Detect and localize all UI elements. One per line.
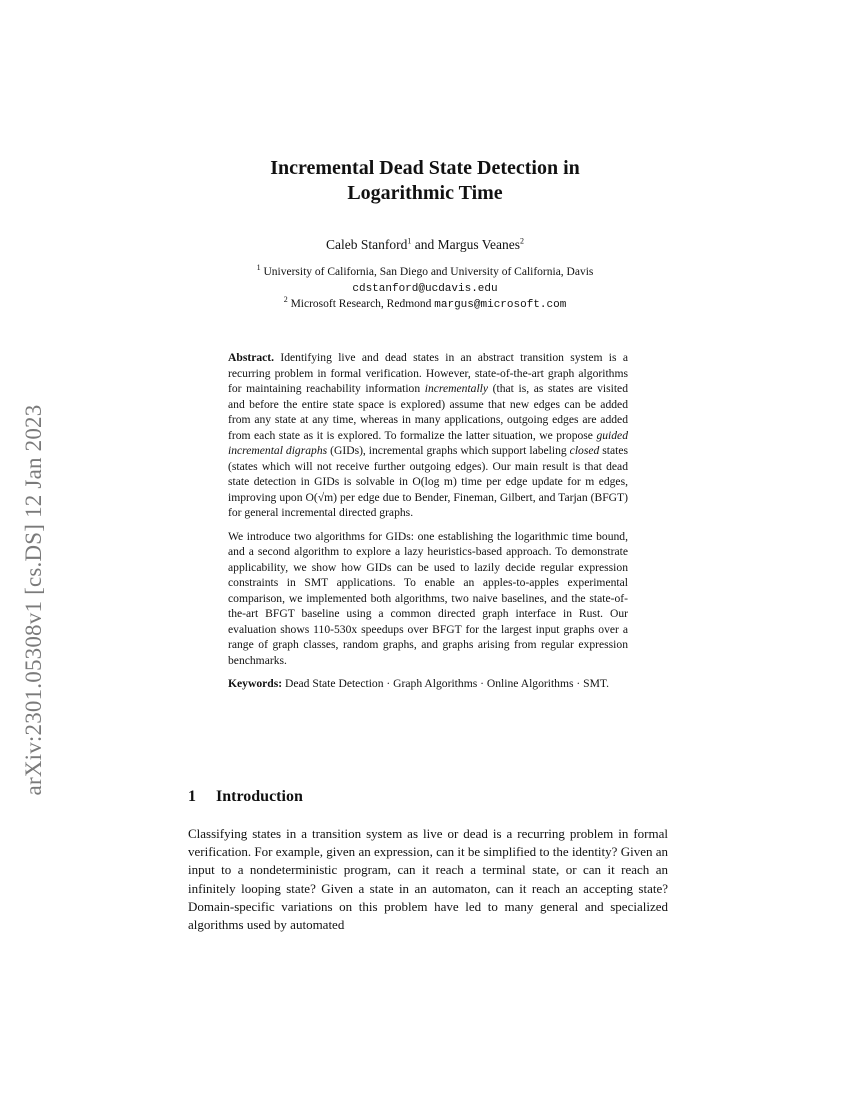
author-name-2: Margus Veanes xyxy=(437,237,520,252)
section-title: Introduction xyxy=(216,788,303,805)
abstract-text-a: Identifying live and dead states in an abstract transition system is a recurring problem in formal verification. However, state-of-the-art graph algorithms for maintaining reachability information xyxy=(228,351,628,395)
affiliation-2 xyxy=(0,296,850,313)
affil-2-email: margus@microsoft.com xyxy=(434,299,567,311)
affiliation-1-email-line xyxy=(0,280,850,297)
abstract-emphasis-3: closed xyxy=(569,444,600,457)
title-line-2: Logarithmic Time xyxy=(347,182,503,204)
author-1-affil-mark: 1 xyxy=(407,236,412,246)
abstract-emphasis-2: guided incremental digraphs xyxy=(228,428,628,457)
abstract-text-d: states (states which will not receive further outgoing edges). Our main result is that dead state detection in GIDs is solvable in O(log m) time per edge update for m edges, improving upon O(√m) per edge due to Bender, Fineman, Gilbert, and Tarjan (BFGT) for general incremental directed graphs. xyxy=(228,444,629,519)
affil-1-mark: 1 xyxy=(256,263,261,273)
section-heading-introduction xyxy=(188,788,303,806)
section-number: 1 xyxy=(188,788,196,805)
author-name-1: Caleb Stanford xyxy=(326,237,408,252)
abstract-emphasis-1: incrementally xyxy=(424,382,489,395)
author-2-affil-mark: 2 xyxy=(519,236,524,246)
title-line-1: Incremental Dead State Detection in xyxy=(270,157,580,179)
author-joiner: and xyxy=(411,237,438,252)
keywords-line xyxy=(228,676,628,692)
affil-2-mark: 2 xyxy=(283,295,288,305)
introduction-paragraph: Classifying states in a transition system as live or dead is a recurring problem in formal verification. For example, given an expression, can it be simplified to the identity? Given an input to a nondeterministic program, can it reach a terminal state, or can it reach an infinitely looping state? Given a state in an automaton, can it reach an accepting state? Domain-specific variations on this problem have led to many general and specialized algorithms used by automated xyxy=(188,826,668,933)
author-list xyxy=(0,237,850,253)
abstract-text-c: (GIDs), incremental graphs which support labeling xyxy=(327,444,570,457)
paper-title xyxy=(0,156,850,206)
abstract-text-b: (that is, as states are visited and before the entire state space is explored) assume that new edges can be added from any state at any time, whereas in many applications, outgoing edges are added from each state as it is explored. To formalize the latter situation, we propose xyxy=(228,382,628,442)
affiliation-1 xyxy=(0,264,850,280)
keywords-text: Dead State Detection · Graph Algorithms · Online Algorithms · SMT. xyxy=(282,677,610,690)
keywords-label: Keywords: xyxy=(228,677,283,690)
affil-2-text: Microsoft Research, Redmond xyxy=(290,298,432,310)
abstract-paragraph-2: We introduce two algorithms for GIDs: one establishing the logarithmic time bound, and a second algorithm to explore a lazy heuristics-based approach. To demonstrate applicability, we show how GIDs can be used to lazily decide regular expression constraints in SMT applications. To enable an apples-to-apples experimental comparison, we implemented both algorithms, two naive baselines, and the state-of-the-art BFGT baseline using a common directed graph interface in Rust. Our evaluation shows 110-530x speedups over BFGT for the largest input graphs over a range of graph classes, random graphs, and graphs arising from regular expression benchmarks. xyxy=(228,529,628,667)
arxiv-identifier-stamp: arXiv:2301.05308v1 [cs.DS] 12 Jan 2023 xyxy=(21,404,46,796)
abstract-paragraph-1 xyxy=(228,350,628,521)
abstract-block xyxy=(228,350,628,700)
abstract-label: Abstract. xyxy=(228,351,275,364)
affil-1-email: cdstanford@ucdavis.edu xyxy=(352,283,498,295)
affil-1-text: University of California, San Diego and University of California, Davis xyxy=(263,266,594,278)
